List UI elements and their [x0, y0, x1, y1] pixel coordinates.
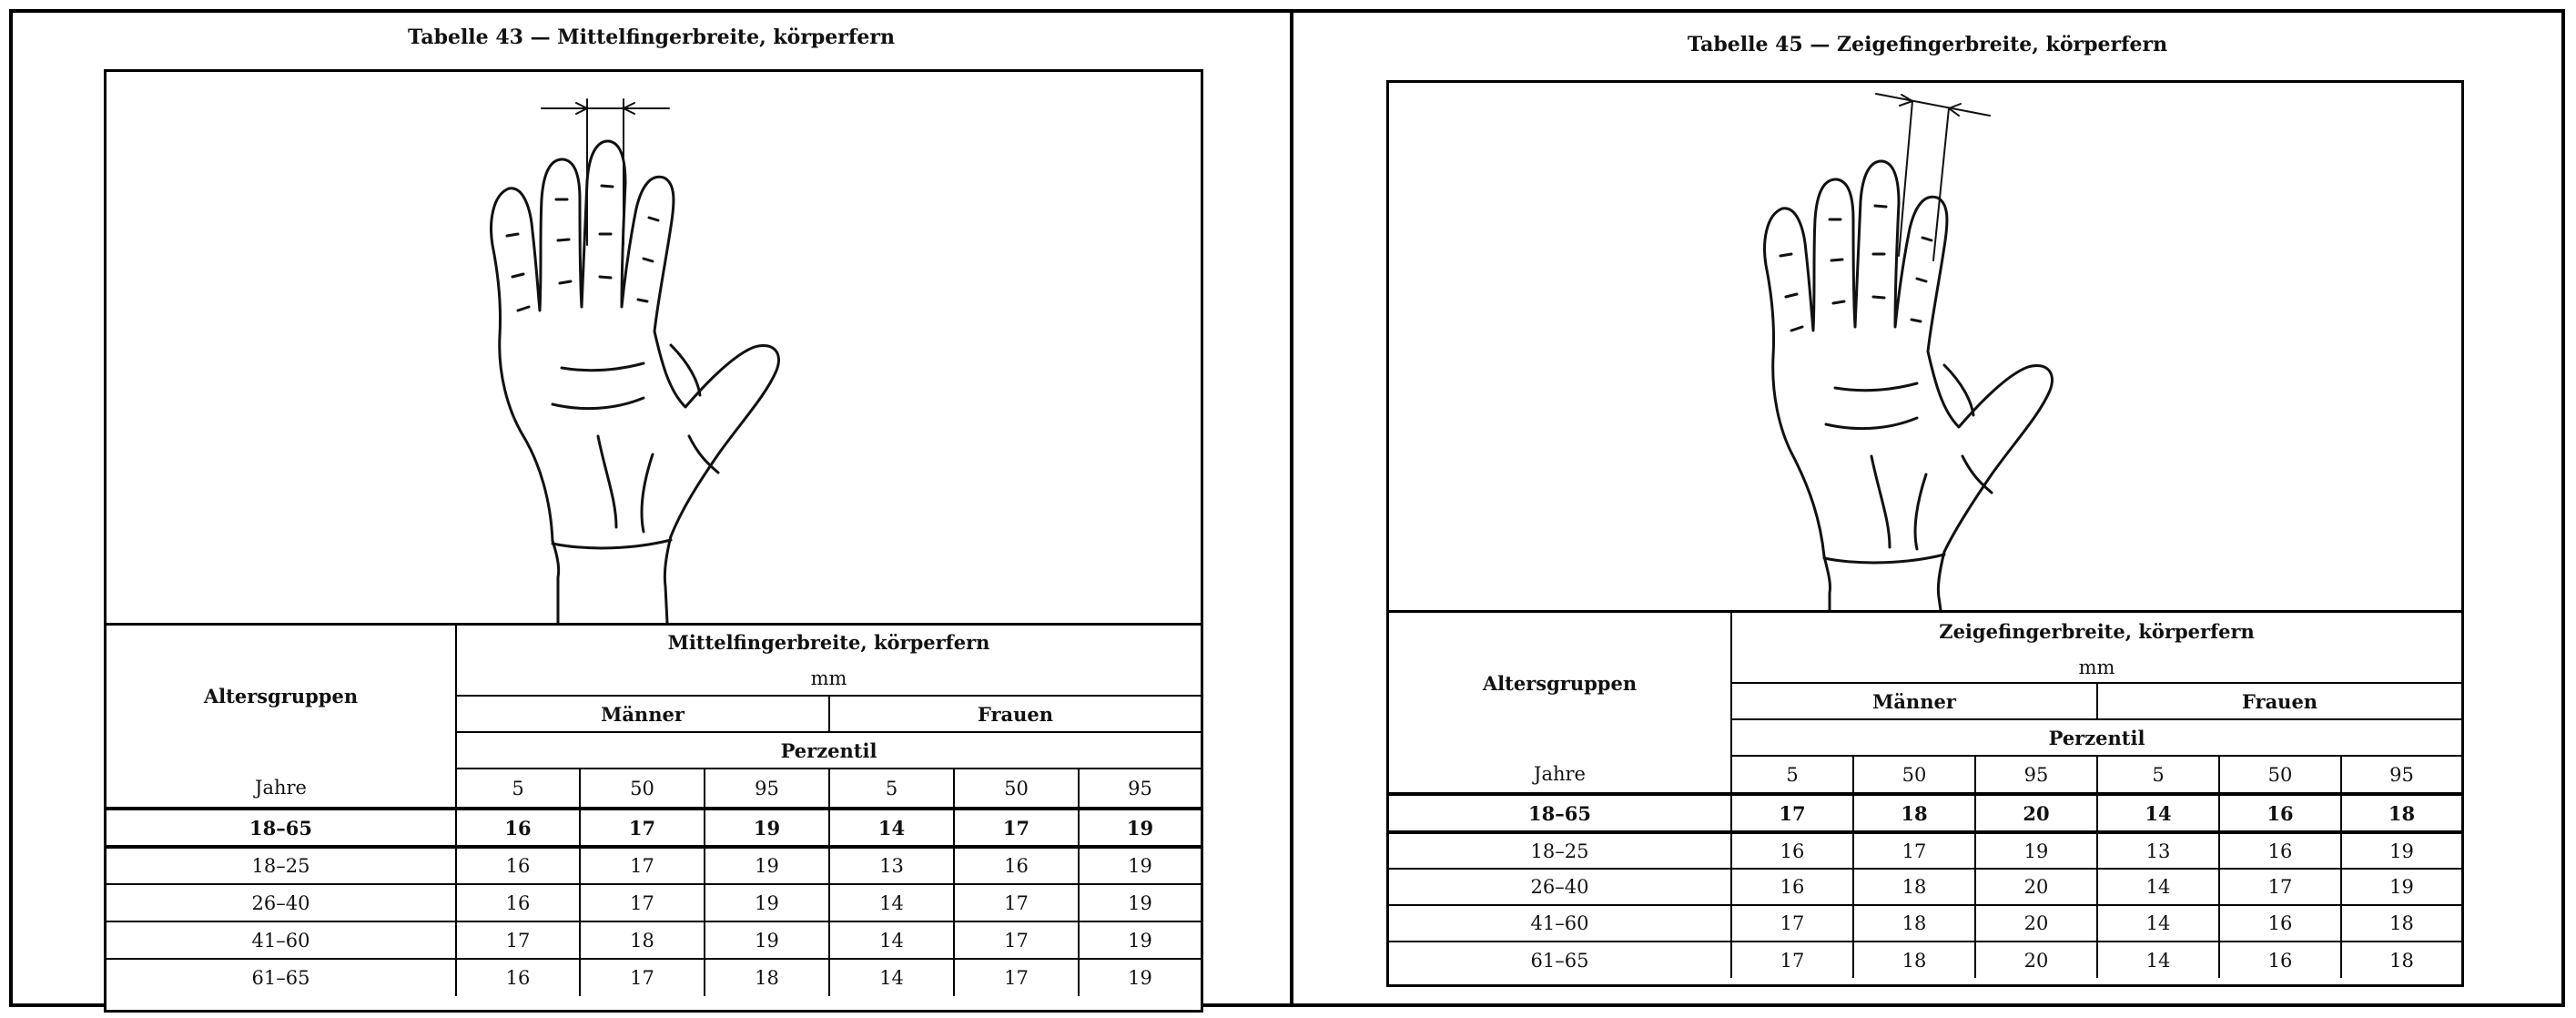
value-cell: 19	[705, 809, 829, 847]
age-cell: 26–40	[1389, 869, 1731, 905]
table-row	[1389, 942, 2461, 978]
value-cell: 19	[1079, 809, 1201, 847]
right-table-title: Tabelle 45 — Zeigefingerbreite, körperfern	[1687, 33, 2168, 56]
measure-header: Mittelfingerbreite, körperfern	[456, 623, 1201, 661]
left-panel	[13, 13, 1290, 1003]
value-cell: 19	[705, 847, 829, 884]
age-cell: 41–60	[106, 921, 456, 959]
table-row	[106, 959, 1201, 996]
value-cell: 18	[2341, 794, 2461, 832]
value-cell: 20	[1975, 905, 2097, 942]
value-cell: 17	[580, 847, 705, 884]
percentile-cell: 95	[1079, 769, 1201, 809]
measure-header: Zeigefingerbreite, körperfern	[1731, 610, 2461, 652]
value-cell: 18	[2341, 942, 2461, 978]
value-cell: 19	[1079, 884, 1201, 921]
value-cell: 16	[2219, 832, 2341, 869]
age-cell: 26–40	[106, 884, 456, 921]
value-cell: 16	[456, 959, 580, 996]
value-cell: 18	[705, 959, 829, 996]
years-label: Jahre	[106, 769, 456, 809]
value-cell: 14	[829, 884, 954, 921]
unit-label: mm	[1731, 652, 2461, 683]
value-cell: 18	[1853, 905, 1975, 942]
percentile-header: Perzentil	[1731, 719, 2461, 756]
value-cell: 16	[456, 809, 580, 847]
value-cell: 19	[1079, 959, 1201, 996]
age-group-header	[106, 623, 456, 769]
left-table-frame	[104, 69, 1203, 1013]
value-cell: 13	[829, 847, 954, 884]
value-cell: 19	[705, 921, 829, 959]
table-row	[1389, 794, 2461, 832]
men-header: Männer	[456, 696, 829, 732]
value-cell: 18	[1853, 869, 1975, 905]
value-cell: 14	[829, 809, 954, 847]
value-cell: 20	[1975, 794, 2097, 832]
age-cell: 41–60	[1389, 905, 1731, 942]
value-cell: 14	[2097, 905, 2219, 942]
percentile-header: Perzentil	[456, 732, 1201, 769]
value-cell: 17	[954, 959, 1079, 996]
value-cell: 20	[1975, 869, 2097, 905]
percentile-cell: 50	[1853, 756, 1975, 794]
value-cell: 17	[580, 884, 705, 921]
value-cell: 19	[2341, 869, 2461, 905]
value-cell: 17	[1731, 905, 1853, 942]
value-cell: 17	[954, 921, 1079, 959]
value-cell: 19	[2341, 832, 2461, 869]
value-cell: 17	[954, 809, 1079, 847]
table-row	[1389, 869, 2461, 905]
value-cell: 18	[1853, 942, 1975, 978]
value-cell: 16	[1731, 869, 1853, 905]
age-cell: 18–65	[106, 809, 456, 847]
value-cell: 14	[829, 921, 954, 959]
value-cell: 16	[456, 847, 580, 884]
value-cell: 17	[1731, 942, 1853, 978]
age-group-header	[1389, 610, 1731, 756]
age-group-label: Altersgruppen	[1482, 671, 1638, 695]
value-cell: 14	[2097, 794, 2219, 832]
percentile-cell: 95	[705, 769, 829, 809]
value-cell: 17	[954, 884, 1079, 921]
table-row	[1389, 905, 2461, 942]
left-data-table	[106, 623, 1201, 996]
right-data-table	[1389, 610, 2461, 978]
percentile-cell: 50	[954, 769, 1079, 809]
value-cell: 16	[1731, 832, 1853, 869]
value-cell: 16	[2219, 905, 2341, 942]
table-row	[106, 847, 1201, 884]
percentile-cell: 5	[1731, 756, 1853, 794]
value-cell: 18	[1853, 794, 1975, 832]
value-cell: 20	[1975, 942, 2097, 978]
value-cell: 17	[1731, 794, 1853, 832]
percentile-cell: 5	[829, 769, 954, 809]
value-cell: 17	[580, 809, 705, 847]
value-cell: 13	[2097, 832, 2219, 869]
hand-index-finger-icon	[1389, 83, 2461, 610]
unit-label: mm	[456, 661, 1201, 696]
men-header: Männer	[1731, 683, 2097, 719]
age-cell: 18–65	[1389, 794, 1731, 832]
right-table-frame	[1386, 80, 2464, 987]
value-cell: 17	[456, 921, 580, 959]
women-header: Frauen	[2097, 683, 2461, 719]
table-row	[1389, 832, 2461, 869]
table-row	[106, 809, 1201, 847]
value-cell: 16	[2219, 794, 2341, 832]
percentile-cell: 95	[1975, 756, 2097, 794]
right-panel	[1293, 13, 2561, 1003]
value-cell: 17	[1853, 832, 1975, 869]
age-cell: 61–65	[106, 959, 456, 996]
age-cell: 61–65	[1389, 942, 1731, 978]
table-row	[106, 884, 1201, 921]
age-group-label: Altersgruppen	[203, 684, 359, 708]
page-border	[9, 9, 2565, 1007]
value-cell: 19	[1079, 847, 1201, 884]
percentile-cell: 5	[456, 769, 580, 809]
value-cell: 16	[2219, 942, 2341, 978]
value-cell: 16	[954, 847, 1079, 884]
value-cell: 16	[456, 884, 580, 921]
value-cell: 14	[2097, 942, 2219, 978]
table-row	[106, 921, 1201, 959]
percentile-cell: 50	[2219, 756, 2341, 794]
percentile-cell: 5	[2097, 756, 2219, 794]
value-cell: 14	[829, 959, 954, 996]
value-cell: 14	[2097, 869, 2219, 905]
left-hand-figure	[106, 72, 1201, 626]
women-header: Frauen	[829, 696, 1201, 732]
left-table-title: Tabelle 43 — Mittelfingerbreite, körperfern	[408, 25, 895, 49]
years-label: Jahre	[1389, 756, 1731, 794]
percentile-cell: 95	[2341, 756, 2461, 794]
value-cell: 17	[580, 959, 705, 996]
hand-middle-finger-icon	[106, 72, 1201, 623]
value-cell: 17	[2219, 869, 2341, 905]
value-cell: 19	[1079, 921, 1201, 959]
value-cell: 19	[1975, 832, 2097, 869]
right-hand-figure	[1389, 83, 2461, 613]
age-cell: 18–25	[106, 847, 456, 884]
value-cell: 18	[580, 921, 705, 959]
value-cell: 18	[2341, 905, 2461, 942]
age-cell: 18–25	[1389, 832, 1731, 869]
percentile-cell: 50	[580, 769, 705, 809]
value-cell: 19	[705, 884, 829, 921]
